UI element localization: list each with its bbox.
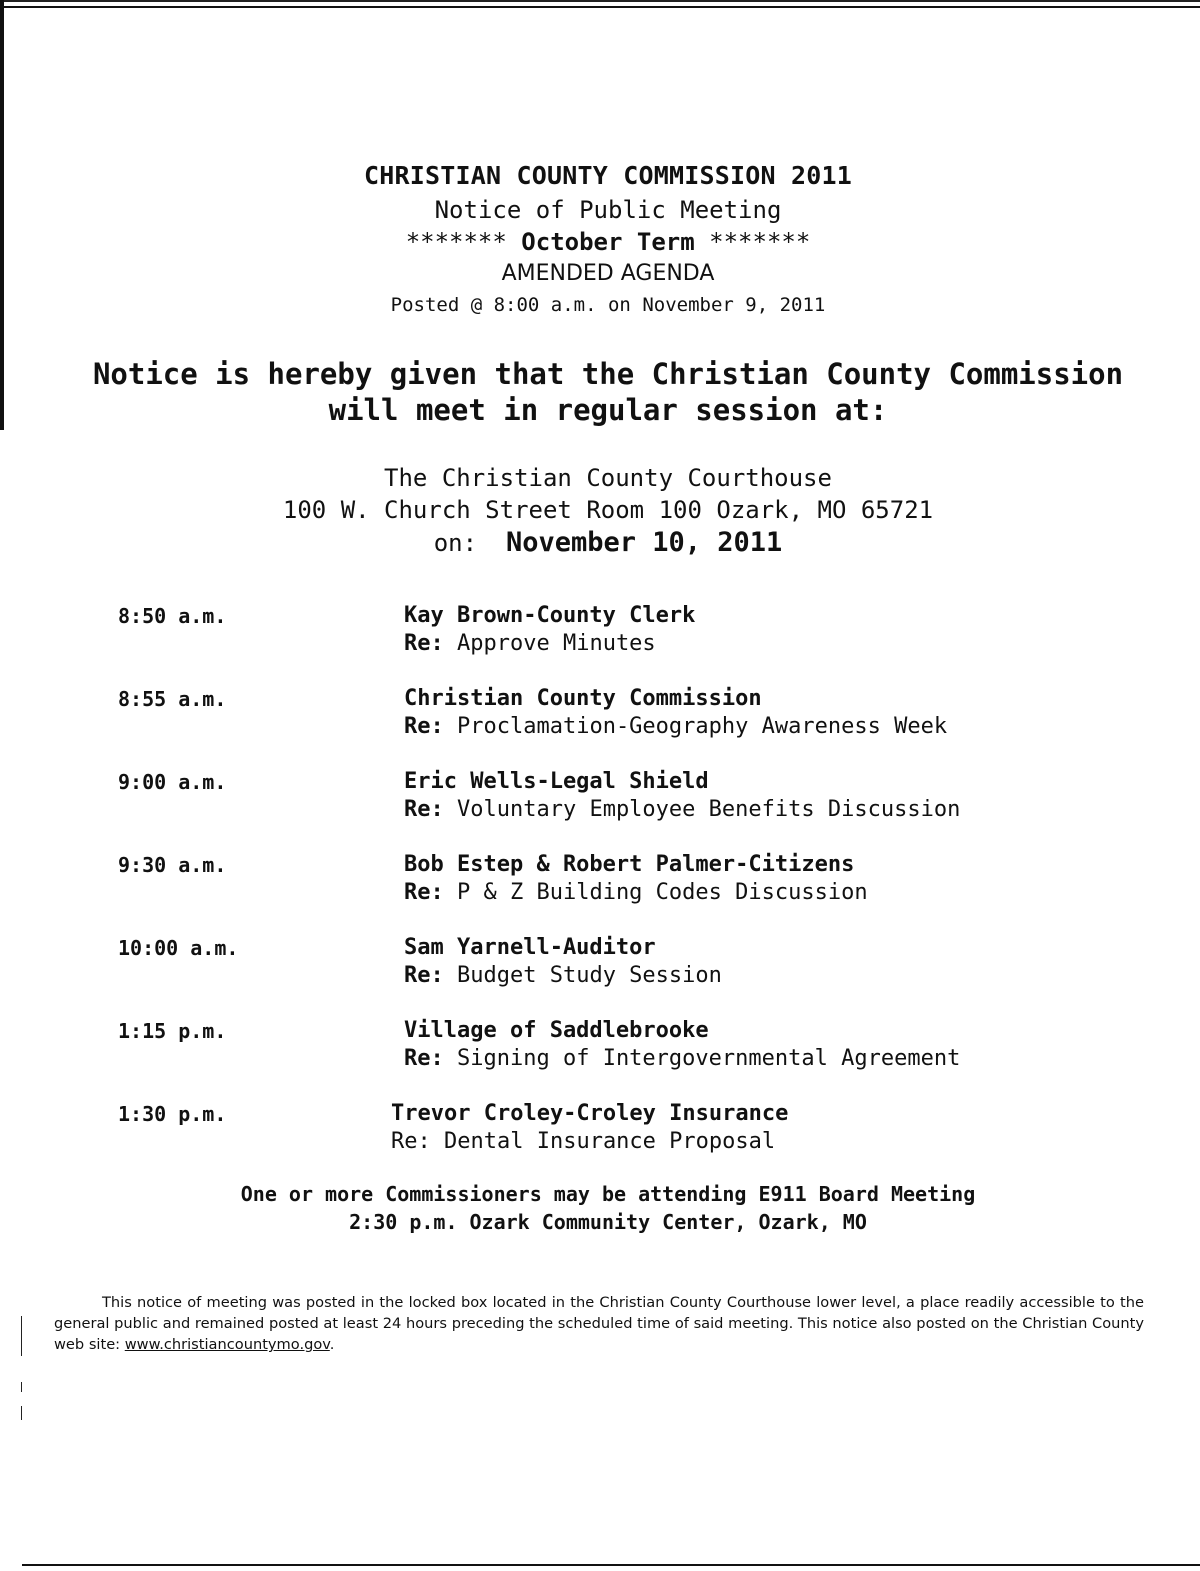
scan-mark	[21, 1382, 22, 1392]
agenda-presenter: Eric Wells-Legal Shield	[404, 769, 709, 794]
street-address: 100 W. Church Street Room 100 Ozark, MO 65721	[282, 496, 934, 524]
meeting-location	[0, 462, 1200, 560]
agenda-subject	[404, 962, 722, 990]
document-title: CHRISTIAN COUNTY COMMISSION 2011	[363, 161, 853, 190]
agenda-subject-text: Signing of Intergovernmental Agreement	[457, 1046, 961, 1071]
notice-statement	[0, 356, 1200, 428]
agenda-time: 1:30 p.m.	[118, 1102, 227, 1126]
scan-edge-top-inner	[0, 6, 1200, 8]
re-label: Re:	[404, 880, 444, 905]
agenda-subject-text: Proclamation-Geography Awareness Week	[457, 714, 948, 739]
re-label: Re:	[404, 1046, 444, 1071]
notice-line: Notice is hereby given that the Christian County Commission	[92, 357, 1124, 391]
posting-statement	[54, 1292, 1144, 1355]
e911-line: 2:30 p.m. Ozark Community Center, Ozark, MO	[349, 1210, 867, 1234]
agenda-subject-text: Budget Study Session	[457, 963, 722, 988]
agenda-item	[118, 602, 1118, 685]
agenda-subject	[404, 796, 960, 824]
re-label: Re:	[404, 963, 444, 988]
agenda-details	[404, 1017, 960, 1073]
agenda-details	[404, 768, 960, 824]
agenda-presenter: Bob Estep & Robert Palmer-Citizens	[404, 852, 855, 877]
agenda-item	[118, 1100, 1118, 1183]
agenda-time: 9:00 a.m.	[118, 770, 227, 794]
agenda-item	[118, 934, 1118, 1017]
agenda-subject-text: P & Z Building Codes Discussion	[457, 880, 868, 905]
e911-line: One or more Commissioners may be attending E911 Board Meeting	[240, 1182, 976, 1206]
agenda-subject-text: Dental Insurance Proposal	[444, 1129, 776, 1154]
term-suffix: *******	[709, 228, 811, 256]
term-name: October Term	[521, 228, 695, 256]
agenda-details	[404, 934, 722, 990]
e911-notice	[0, 1180, 1200, 1236]
agenda-time: 8:55 a.m.	[118, 687, 227, 711]
agenda-details	[404, 685, 947, 741]
scan-mark	[21, 1406, 22, 1420]
agenda-subject	[404, 879, 868, 907]
on-label: on:	[433, 529, 478, 557]
agenda-details	[391, 1100, 788, 1156]
notice-line: will meet in regular session at:	[328, 393, 888, 427]
agenda-time: 1:15 p.m.	[118, 1019, 227, 1043]
agenda-subject	[404, 630, 695, 658]
agenda-list	[118, 602, 1118, 1183]
agenda-item	[118, 768, 1118, 851]
agenda-details	[404, 851, 868, 907]
document-header	[0, 158, 1200, 320]
agenda-presenter: Kay Brown-County Clerk	[404, 603, 696, 628]
agenda-subject-text: Approve Minutes	[457, 631, 656, 656]
scan-mark	[21, 1316, 22, 1356]
agenda-time: 10:00 a.m.	[118, 936, 239, 960]
building-name: The Christian County Courthouse	[384, 464, 832, 492]
posting-end: .	[329, 1336, 335, 1353]
re-label: Re:	[404, 714, 444, 739]
agenda-presenter: Christian County Commission	[404, 686, 762, 711]
posted-line: Posted @ 8:00 a.m. on November 9, 2011	[390, 294, 826, 316]
website-link[interactable]: www.christiancountymo.gov	[124, 1336, 330, 1353]
meeting-date-line	[0, 526, 1200, 560]
agenda-presenter: Sam Yarnell-Auditor	[404, 935, 656, 960]
posting-text: This notice of meeting was posted in the locked box located in the Christian County Courthouse lower level, a place readily accessible to the general public and remained posted at least 24 hours preceding the scheduled time of said meeting. This notice also posted on the Christian County web site:	[54, 1294, 1144, 1353]
scan-edge-bottom	[22, 1564, 1200, 1566]
agenda-subject	[404, 1045, 960, 1073]
agenda-time: 9:30 a.m.	[118, 853, 227, 877]
agenda-item	[118, 1017, 1118, 1100]
agenda-presenter: Trevor Croley-Croley Insurance	[391, 1101, 789, 1126]
agenda-item	[118, 851, 1118, 934]
agenda-presenter: Village of Saddlebrooke	[404, 1018, 709, 1043]
agenda-subject	[391, 1128, 788, 1156]
agenda-details	[404, 602, 695, 658]
agenda-subject-text: Voluntary Employee Benefits Discussion	[457, 797, 961, 822]
term-prefix: *******	[405, 228, 507, 256]
agenda-label: AMENDED AGENDA	[501, 261, 715, 286]
re-label: Re:	[404, 797, 444, 822]
notice-type: Notice of Public Meeting	[434, 196, 782, 224]
meeting-date: November 10, 2011	[505, 527, 783, 558]
re-label: Re:	[404, 631, 444, 656]
term-line	[0, 226, 1200, 258]
agenda-time: 8:50 a.m.	[118, 604, 227, 628]
scan-edge-top	[0, 0, 1200, 2]
re-label: Re:	[391, 1129, 431, 1154]
agenda-item	[118, 685, 1118, 768]
agenda-subject	[404, 713, 947, 741]
